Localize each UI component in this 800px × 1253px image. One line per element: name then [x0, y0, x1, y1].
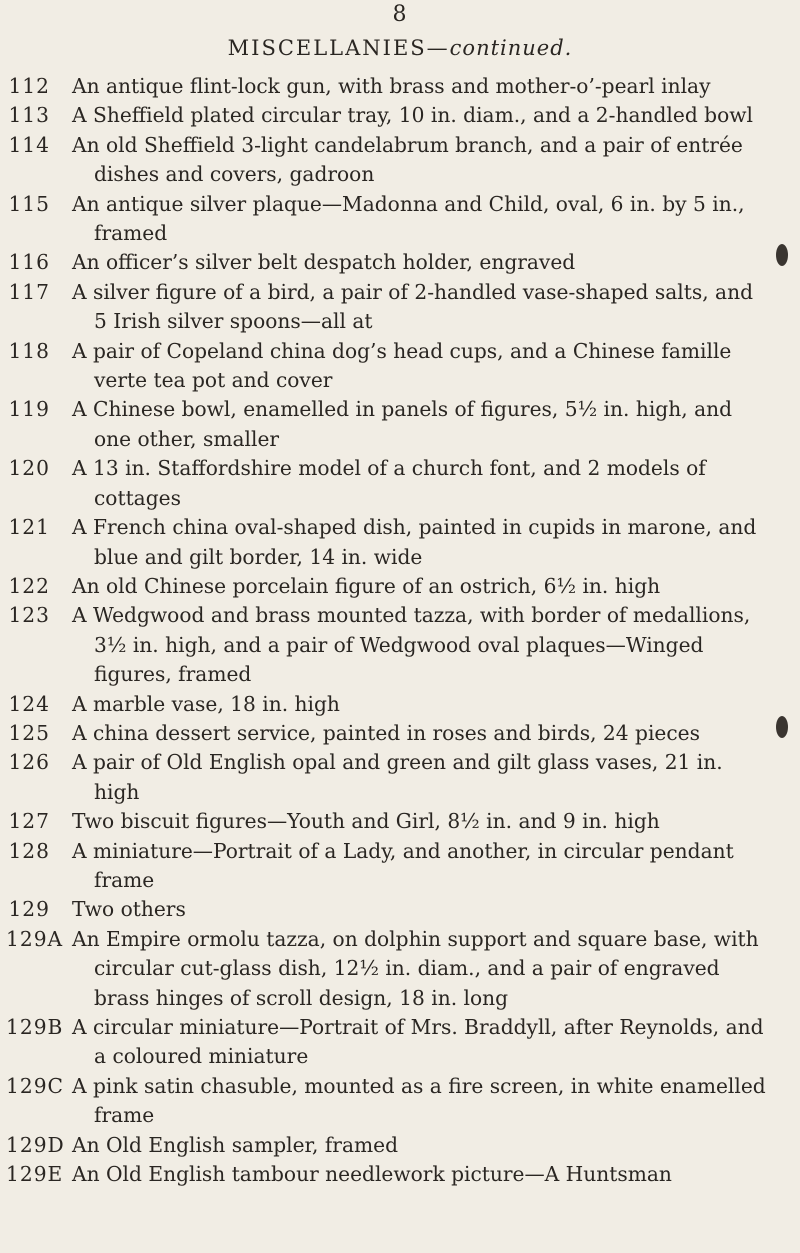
- lot-entry: [6, 601, 771, 689]
- lot-description: A pink satin chasuble, mounted as a fire screen, in white enamelled frame: [72, 1073, 766, 1128]
- lot-number: 128: [8, 838, 50, 863]
- lot-description: A Wedgwood and brass mounted tazza, with border of medallions, 3½ in. high, and a pair of Wedgwood oval plaques—Winged figures, framed: [72, 603, 751, 687]
- lot-entry: [6, 190, 771, 249]
- lot-description: A French china oval-shaped dish, painted in cupids in marone, and blue and gilt border, 14 in. wide: [72, 515, 757, 569]
- lot-entry: [6, 719, 771, 748]
- lot-entry: [6, 572, 771, 601]
- lot-number: 114: [8, 132, 50, 157]
- lot-entry: [6, 925, 771, 1013]
- lot-entry: [6, 278, 771, 337]
- lot-entry: [6, 837, 771, 896]
- lot-entry: [6, 1072, 771, 1131]
- lot-entry: [6, 131, 771, 190]
- lot-description: An Empire ormolu tazza, on dolphin support and square base, with circular cut-glass dish, 12½ in. diam., and a pair of engraved brass hinges of scroll design, 18 in. long: [72, 926, 759, 1010]
- page-number: 8: [392, 2, 408, 27]
- lot-description: A marble vase, 18 in. high: [72, 691, 340, 716]
- lot-number: 127: [8, 809, 50, 834]
- lot-description: A china dessert service, painted in roses and birds, 24 pieces: [72, 720, 700, 745]
- lot-entry: [6, 454, 771, 513]
- lot-number: 122: [8, 573, 50, 598]
- lot-number: 124: [8, 691, 50, 716]
- lot-entry: [6, 748, 771, 807]
- lot-number: 129A: [6, 926, 64, 951]
- lot-number: 123: [8, 603, 50, 628]
- lot-number: 125: [8, 720, 50, 745]
- lot-description: Two biscuit figures—Youth and Girl, 8½ in. and 9 in. high: [72, 809, 660, 834]
- lot-number: 115: [8, 191, 50, 216]
- lot-description: An Old English sampler, framed: [72, 1132, 398, 1157]
- lot-number: 129B: [6, 1015, 64, 1039]
- lot-description: An old Chinese porcelain figure of an ostrich, 6½ in. high: [72, 573, 661, 598]
- lot-description: An antique flint-lock gun, with brass and mother-o’-pearl inlay: [72, 74, 711, 98]
- lot-number: 119: [8, 397, 50, 422]
- lot-number: 126: [8, 750, 50, 775]
- lot-number: 120: [8, 456, 50, 481]
- lot-number: 118: [8, 338, 50, 363]
- lot-description: Two others: [72, 897, 186, 922]
- lot-description: A pair of Copeland china dog’s head cups, and a Chinese famille verte tea pot and cover: [72, 338, 732, 393]
- lot-description: A miniature—Portrait of a Lady, and another, in circular pendant frame: [72, 838, 734, 892]
- lot-description: A Sheffield plated circular tray, 10 in. diam., and a 2-handled bowl: [72, 103, 753, 128]
- lot-entry: [6, 337, 771, 396]
- lot-description: A pair of Old English opal and green and gilt glass vases, 21 in. high: [72, 750, 723, 804]
- lot-entry: [6, 1160, 771, 1189]
- section-title: [0, 36, 800, 60]
- lot-number: 129E: [6, 1162, 64, 1187]
- lot-entry: [6, 807, 771, 836]
- lot-number: 117: [8, 279, 50, 304]
- lot-number: 129: [8, 897, 50, 922]
- section-title-main: MISCELLANIES—: [227, 36, 450, 60]
- lot-entry: [6, 395, 771, 454]
- lot-description: A silver figure of a bird, a pair of 2-handled vase-shaped salts, and 5 Irish silver spoons—all at: [72, 279, 754, 334]
- lot-number: 113: [8, 103, 50, 128]
- lot-description: A circular miniature—Portrait of Mrs. Braddyll, after Reynolds, and a coloured miniature: [72, 1015, 764, 1069]
- lot-entry: [6, 895, 771, 924]
- lot-entry: [6, 248, 771, 277]
- lot-entry: [6, 690, 771, 719]
- lot-entry: [6, 513, 771, 572]
- lot-description: An Old English tambour needlework picture—A Huntsman: [72, 1162, 672, 1187]
- lot-list: [6, 72, 771, 1189]
- lot-number: 129D: [6, 1132, 65, 1157]
- lot-entry: [6, 72, 771, 101]
- binding-hole-mark: [776, 244, 788, 266]
- lot-description: An antique silver plaque—Madonna and Child, oval, 6 in. by 5 in., framed: [72, 191, 745, 246]
- lot-description: An old Sheffield 3-light candelabrum branch, and a pair of entrée dishes and covers, gadroon: [72, 132, 743, 187]
- lot-description: A Chinese bowl, enamelled in panels of figures, 5½ in. high, and one other, smaller: [72, 397, 733, 451]
- lot-entry: [6, 101, 771, 130]
- lot-entry: [6, 1131, 771, 1160]
- lot-number: 121: [8, 515, 50, 540]
- binding-hole-mark: [776, 716, 788, 738]
- lot-entry: [6, 1013, 771, 1072]
- lot-number: 129C: [6, 1073, 64, 1098]
- lot-number: 112: [8, 74, 50, 98]
- lot-description: An officer’s silver belt despatch holder, engraved: [72, 250, 576, 275]
- lot-number: 116: [8, 250, 50, 275]
- section-title-continued: continued.: [449, 36, 573, 60]
- lot-description: A 13 in. Staffordshire model of a church font, and 2 models of cottages: [72, 456, 706, 510]
